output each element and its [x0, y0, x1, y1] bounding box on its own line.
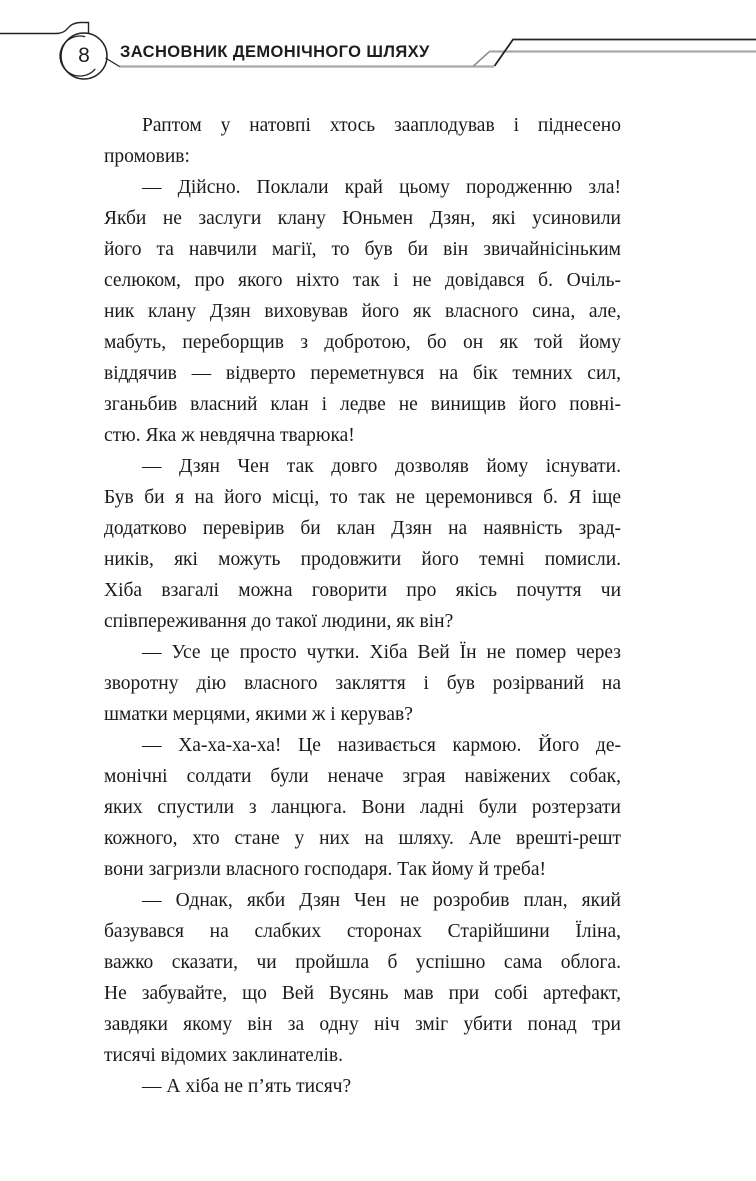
paragraph [104, 637, 621, 730]
header-rule-left-hook [0, 23, 89, 34]
text-line: — Дзян Чен так довго дозволяв йому існувати. [142, 456, 621, 477]
text-line: завдяки якому він за одну ніч зміг убити понад три [104, 1014, 621, 1035]
header-rule-gray-jog [474, 52, 490, 67]
text-line: стю. Яка ж невдячна тварюка! [104, 425, 355, 446]
text-line: ник клану Дзян виховував його як власного сина, але, [104, 301, 621, 322]
page-number: 8 [78, 44, 90, 67]
text-line: яких спустили з ланцюга. Вони ладні були розтерзати [104, 797, 621, 818]
paragraph [104, 885, 621, 1071]
text-line: базувався на слабких сторонах Старійшини Їліна, [104, 921, 621, 942]
text-line: важко сказати, чи пройшла б успішно сама облога. [104, 952, 621, 973]
text-line: тисячі відомих заклинателів. [104, 1045, 343, 1066]
text-line: — Ха-ха-ха-ха! Це називається кармою. Його де- [142, 735, 621, 756]
paragraph [104, 1071, 621, 1102]
text-column [104, 110, 621, 1102]
text-line: його та навчили магії, то був би він звичайнісіньким [104, 239, 621, 260]
text-line: — А хіба не п’ять тисяч? [142, 1076, 352, 1097]
text-line: — Дійсно. Поклали край цьому породженню зла! [142, 177, 621, 198]
text-line: Не забувайте, що Вей Вусянь мав при собі артефакт, [104, 983, 621, 1004]
text-line: віддячив — відверто переметнувся на бік темних сил, [104, 363, 621, 384]
text-line: селюком, про якого ніхто так і не довідався б. Очіль- [104, 270, 621, 291]
text-line: промовив: [104, 146, 190, 167]
paragraph [104, 730, 621, 885]
text-line: шматки мерцями, якими ж і керував? [104, 704, 413, 725]
circle-to-rule-connector [106, 58, 120, 67]
text-line: Якби не заслуги клану Юньмен Дзян, які усиновили [104, 208, 621, 229]
text-line: Був би я на його місці, то так не церемонився б. Я іще [104, 487, 621, 508]
text-line: мабуть, переборщив з добротою, бо он як той йому [104, 332, 621, 353]
paragraph [104, 110, 621, 172]
text-line: Раптом у натовпі хтось зааплодував і піднесено [142, 115, 621, 136]
text-line: зганьбив власний клан і ледве не винищив його повні- [104, 394, 621, 415]
running-title: ЗАСНОВНИК ДЕМОНІЧНОГО ШЛЯХУ [120, 43, 430, 61]
text-line: додатково перевірив би клан Дзян на наявність зрад- [104, 518, 621, 539]
text-line: монічні солдати були неначе зграя навіжених собак, [104, 766, 621, 787]
text-line: — Усе це просто чутки. Хіба Вей Їн не помер через [142, 642, 621, 663]
header-rule-black [495, 40, 756, 67]
paragraph [104, 172, 621, 451]
text-line: вони загризли власного господаря. Так йому й треба! [104, 859, 546, 880]
text-line: співпереживання до такої людини, як він? [104, 611, 454, 632]
text-line: кожного, хто стане у них на шляху. Але врешті-решт [104, 828, 621, 849]
text-line: Хіба взагалі можна говорити про якісь почуття чи [104, 580, 621, 601]
paragraph [104, 451, 621, 637]
text-line: — Однак, якби Дзян Чен не розробив план, який [142, 890, 621, 911]
text-line: зворотну дію власного закляття і був розірваний на [104, 673, 621, 694]
text-line: ників, які можуть продовжити його темні помисли. [104, 549, 621, 570]
